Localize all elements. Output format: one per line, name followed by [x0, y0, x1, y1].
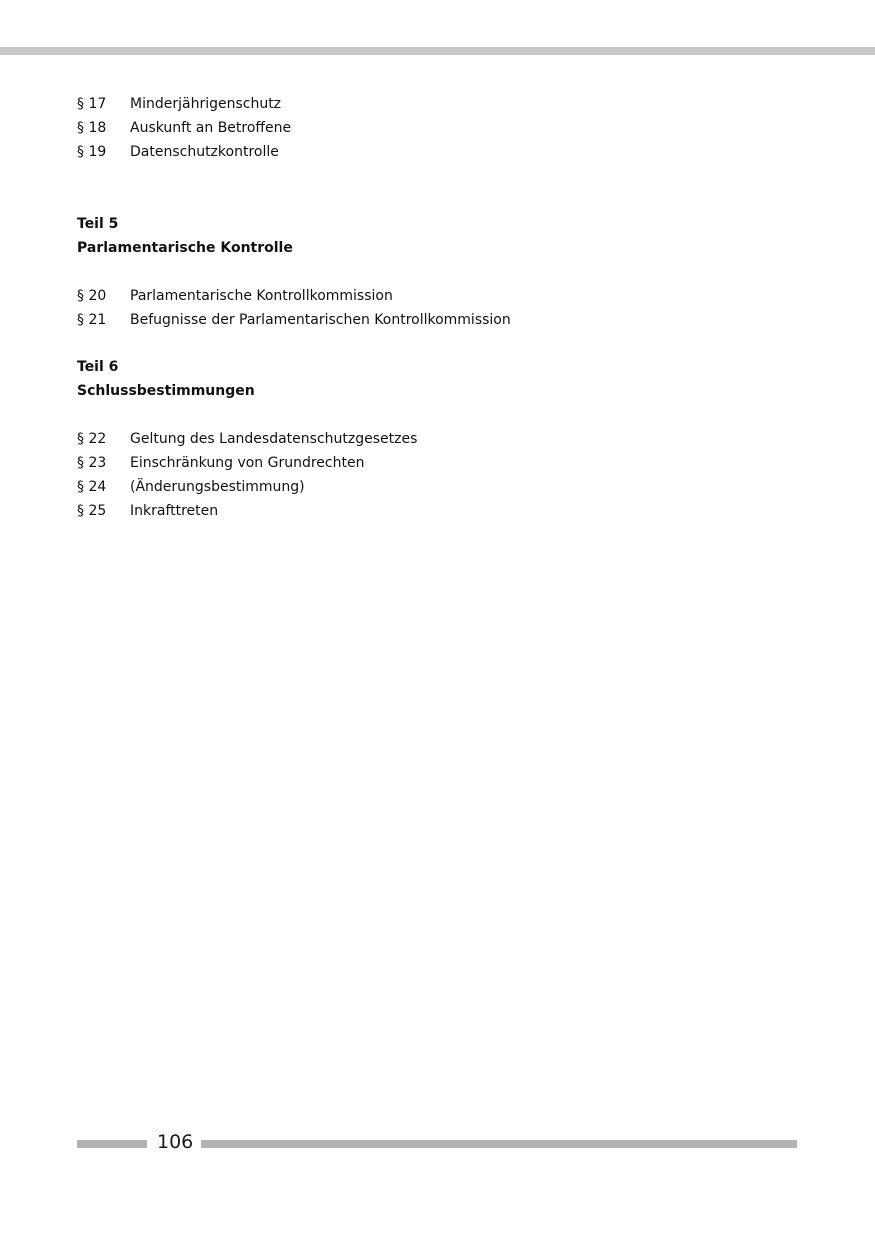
toc-entry-25	[77, 499, 797, 523]
toc-entry-23	[77, 451, 797, 475]
section-number: § 25	[77, 503, 107, 519]
section-title: Inkrafttreten	[130, 503, 219, 519]
table-of-contents	[77, 92, 797, 523]
section-title: Geltung des Landesdatenschutzgesetzes	[130, 431, 418, 447]
part-6-label: Teil 6	[77, 359, 119, 375]
toc-entry-17	[77, 92, 797, 116]
toc-entry-20	[77, 284, 797, 308]
section-number: § 18	[77, 120, 107, 136]
toc-entry-18	[77, 116, 797, 140]
section-number: § 19	[77, 144, 107, 160]
part-6-title: Schlussbestimmungen	[77, 383, 255, 399]
part-5-title: Parlamentarische Kontrolle	[77, 240, 293, 256]
toc-entry-22	[77, 427, 797, 451]
section-number: § 22	[77, 431, 107, 447]
section-number: § 21	[77, 312, 107, 328]
toc-entry-21	[77, 308, 797, 332]
page-footer	[77, 1128, 797, 1156]
section-title: Befugnisse der Parlamentarischen Kontrollkommission	[130, 312, 511, 328]
page-number: 106	[157, 1131, 194, 1153]
section-title: Datenschutzkontrolle	[130, 144, 279, 160]
section-title: Minderjährigenschutz	[130, 96, 282, 112]
section-title: Auskunft an Betroffene	[130, 120, 292, 136]
section-number: § 24	[77, 479, 107, 495]
footer-rule-left	[77, 1140, 147, 1148]
toc-entry-19	[77, 140, 797, 164]
section-number: § 17	[77, 96, 107, 112]
section-title: Parlamentarische Kontrollkommission	[130, 288, 393, 304]
part-5-label: Teil 5	[77, 216, 119, 232]
section-number: § 20	[77, 288, 107, 304]
header-rule	[0, 47, 875, 55]
footer-rule-right	[201, 1140, 797, 1148]
section-number: § 23	[77, 455, 107, 471]
toc-entry-24	[77, 475, 797, 499]
section-title: (Änderungsbestimmung)	[130, 479, 305, 495]
section-title: Einschränkung von Grundrechten	[130, 455, 365, 471]
